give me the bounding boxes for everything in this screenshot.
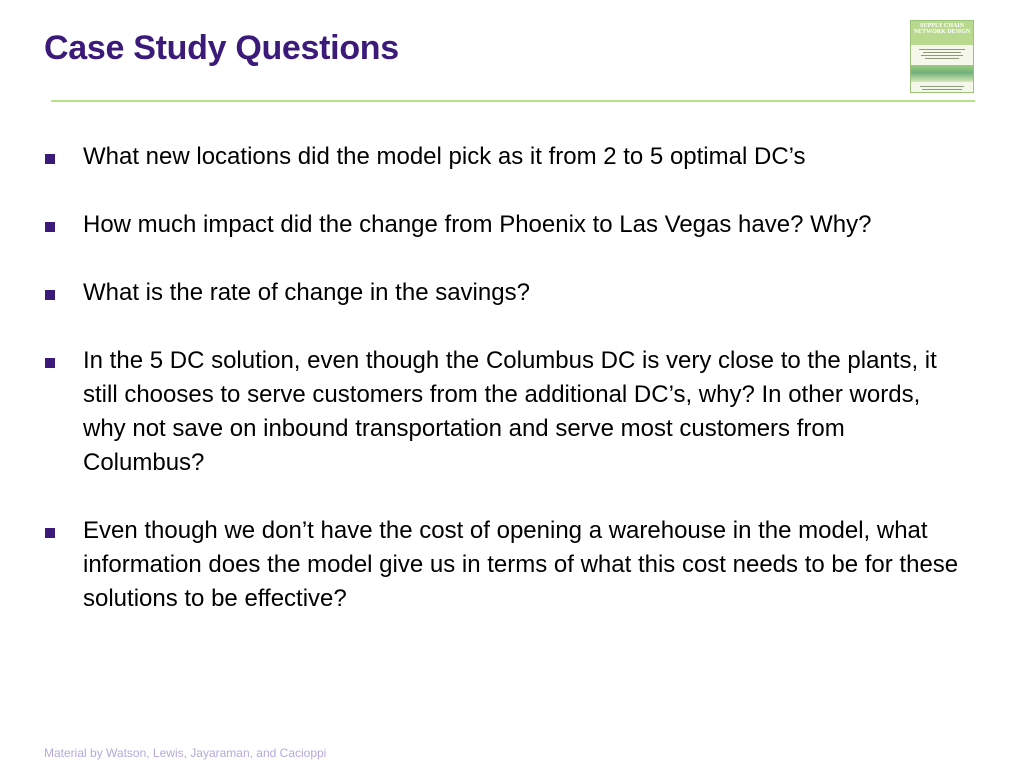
square-bullet-icon [45, 154, 55, 164]
square-bullet-icon [45, 528, 55, 538]
list-item [0, 276, 1024, 310]
slide-title: Case Study Questions [44, 29, 399, 67]
question-text: What is the rate of change in the savings? [83, 279, 530, 306]
book-cover-map-graphic [911, 65, 973, 82]
list-item [0, 208, 1024, 242]
square-bullet-icon [45, 290, 55, 300]
title-divider [51, 100, 975, 102]
book-cover-subtitle-lines [917, 47, 967, 61]
list-item [0, 344, 1024, 480]
question-list [0, 140, 1024, 616]
list-item [0, 140, 1024, 174]
question-text: In the 5 DC solution, even though the Columbus DC is very close to the plants, it still chooses to serve customers from the additional DC’s, why? In other words, why not save on inbound transportation and serve most customers from Columbus? [83, 347, 937, 476]
question-text: How much impact did the change from Phoenix to Las Vegas have? Why? [83, 211, 872, 238]
book-cover-image [910, 20, 974, 93]
square-bullet-icon [45, 222, 55, 232]
footer-credit: Material by Watson, Lewis, Jayaraman, and Cacioppi [44, 746, 327, 760]
question-text: What new locations did the model pick as it from 2 to 5 optimal DC’s [83, 143, 806, 170]
question-text: Even though we don’t have the cost of opening a warehouse in the model, what information does the model give us in terms of what this cost needs to be for these solutions to be effective? [83, 517, 959, 612]
book-cover-title: SUPPLY CHAIN NETWORK DESIGN [913, 23, 971, 35]
list-item [0, 514, 1024, 616]
square-bullet-icon [45, 358, 55, 368]
book-cover-author-lines [917, 84, 967, 92]
